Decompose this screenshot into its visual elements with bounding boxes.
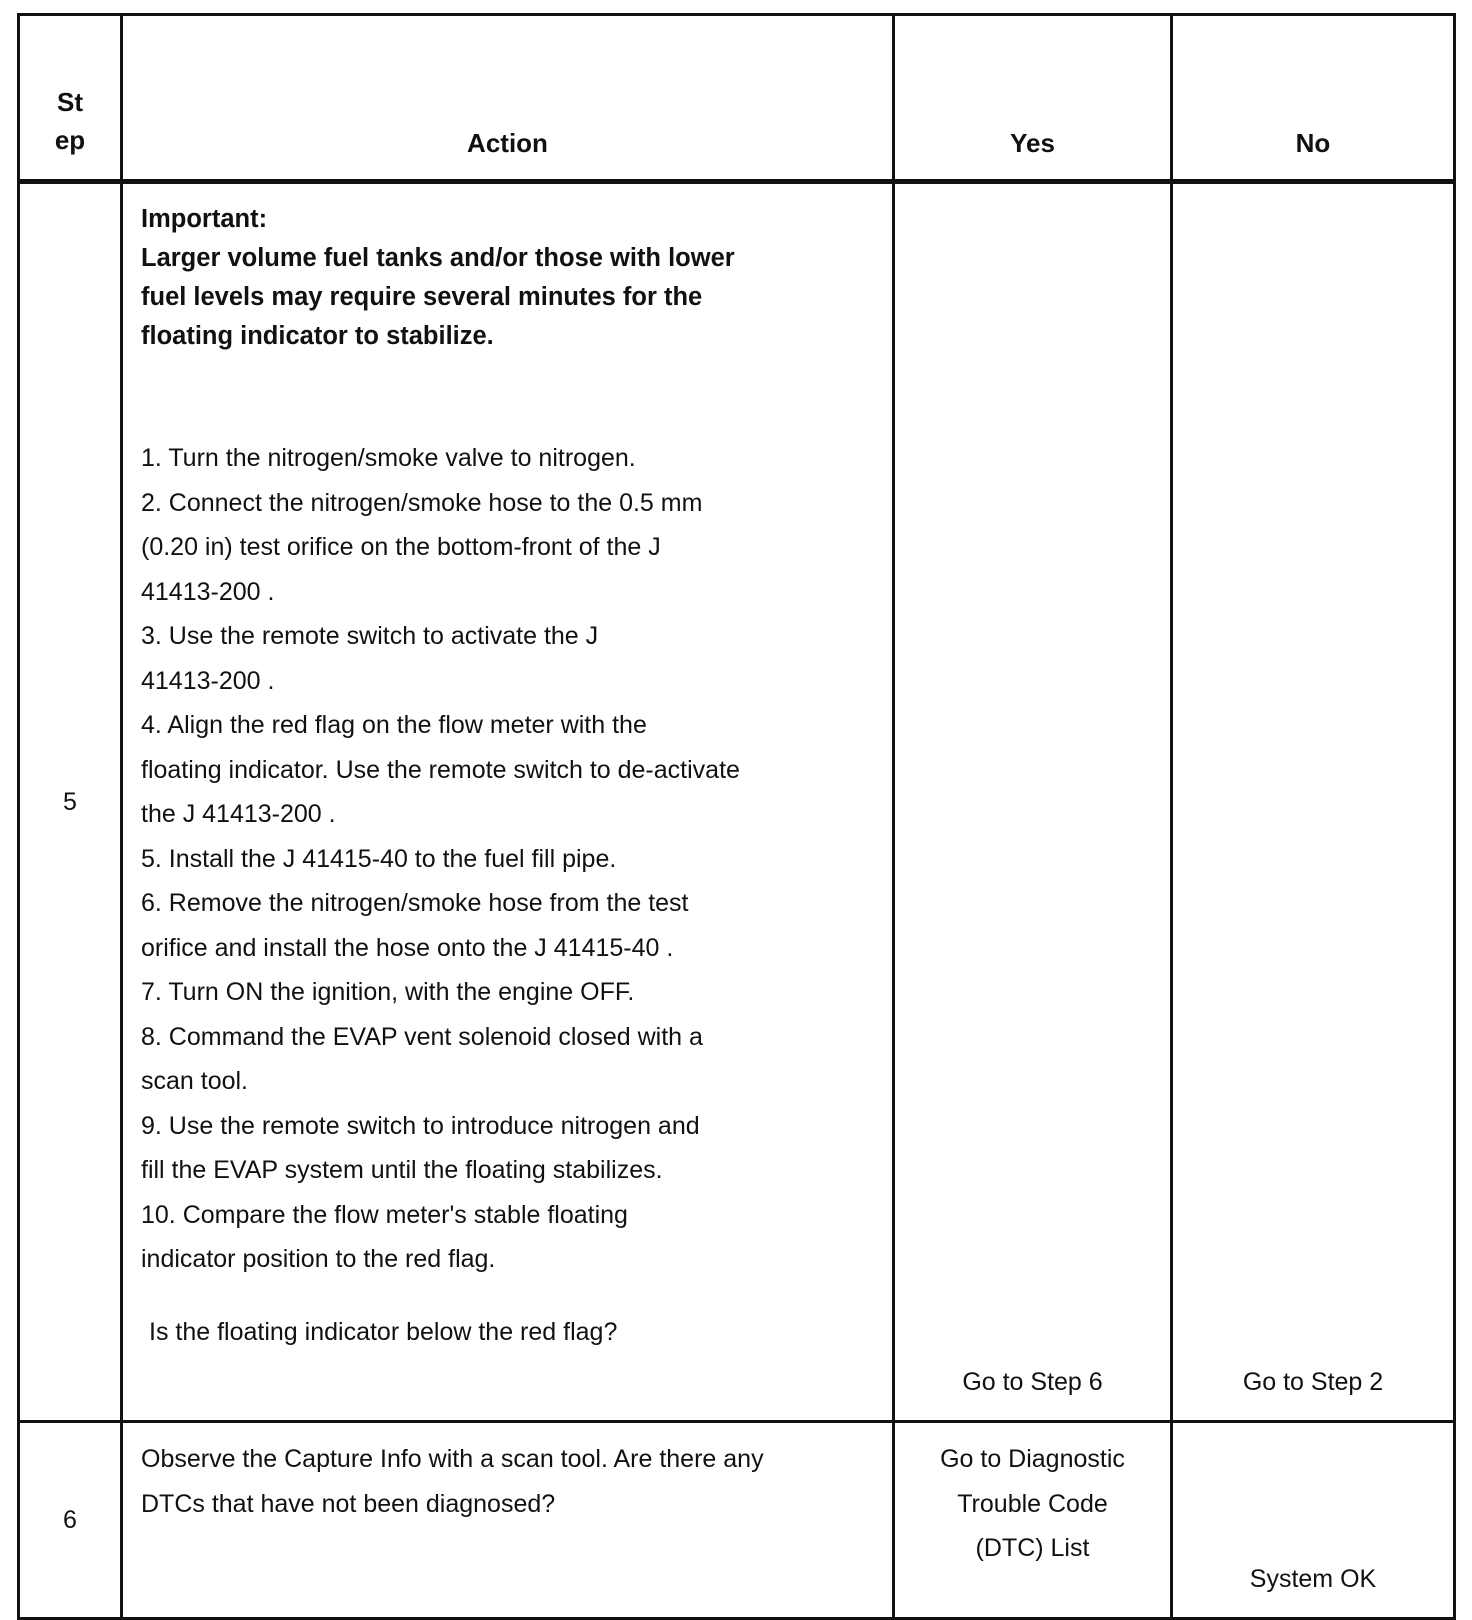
step-line: 2. Connect the nitrogen/smoke hose to the 0.5 mm [141,488,703,517]
procedure-steps [141,436,874,1282]
step-number: 6 [19,1422,122,1619]
step-line: 7. Turn ON the ignition, with the engine OFF. [141,978,635,1006]
step-line: 6. Remove the nitrogen/smoke hose from the test [141,889,689,917]
step-line: 9. Use the remote switch to introduce nitrogen and [141,1111,700,1140]
yes-line: (DTC) List [975,1534,1090,1562]
action-line: Observe the Capture Info with a scan tool. Are there any [141,1445,764,1473]
table-row-step-5 [19,182,1455,1422]
step-line: scan tool. [141,1067,249,1095]
no-cell: Go to Step 2 [1172,182,1455,1422]
header-action: Action [122,15,894,182]
step-line: indicator position to the red flag. [141,1245,496,1273]
important-line: floating indicator to stabilize. [141,322,494,350]
step-line: 1. Turn the nitrogen/smoke valve to nitrogen. [141,444,636,472]
action-cell [122,182,894,1422]
yes-cell: Go to Step 6 [894,182,1172,1422]
important-note [141,200,874,356]
no-cell: System OK [1172,1422,1455,1619]
action-cell [122,1422,894,1619]
header-yes: Yes [894,15,1172,182]
step-line: fill the EVAP system until the floating stabilizes. [141,1156,663,1184]
header-step-line1: St [57,87,83,117]
table-row-step-6 [19,1422,1455,1619]
header-step [19,15,122,182]
step-line: 4. Align the red flag on the flow meter with the [141,711,647,739]
step-line: the J 41413-200 . [141,800,336,828]
step-number: 5 [19,182,122,1422]
important-label: Important: [141,205,268,233]
step-line: (0.20 in) test orifice on the bottom-front of the J [141,533,661,561]
action-line: DTCs that have not been diagnosed? [141,1489,556,1518]
header-row [19,15,1455,182]
step-line: 3. Use the remote switch to activate the J [141,622,599,650]
step-line: 5. Install the J 41415-40 to the fuel fill pipe. [141,844,617,873]
yes-line: Go to Diagnostic [940,1445,1125,1473]
step-line: 41413-200 . [141,666,275,695]
step-line: 8. Command the EVAP vent solenoid closed with a [141,1022,703,1051]
yes-cell [894,1422,1172,1619]
question-text: Is the floating indicator below the red flag? [149,1317,618,1346]
header-step-line2: ep [54,125,86,155]
step-line: 41413-200 . [141,577,275,606]
step-line: floating indicator. Use the remote switch to de-activate [141,755,740,784]
important-line: Larger volume fuel tanks and/or those with lower [141,244,735,272]
yes-line: Trouble Code [957,1489,1108,1518]
diagnostic-table [17,13,1456,1620]
step-line: 10. Compare the flow meter's stable floating [141,1200,628,1229]
step-line: orifice and install the hose onto the J 41415-40 . [141,933,674,962]
header-no: No [1172,15,1455,182]
important-line: fuel levels may require several minutes for the [141,283,703,311]
